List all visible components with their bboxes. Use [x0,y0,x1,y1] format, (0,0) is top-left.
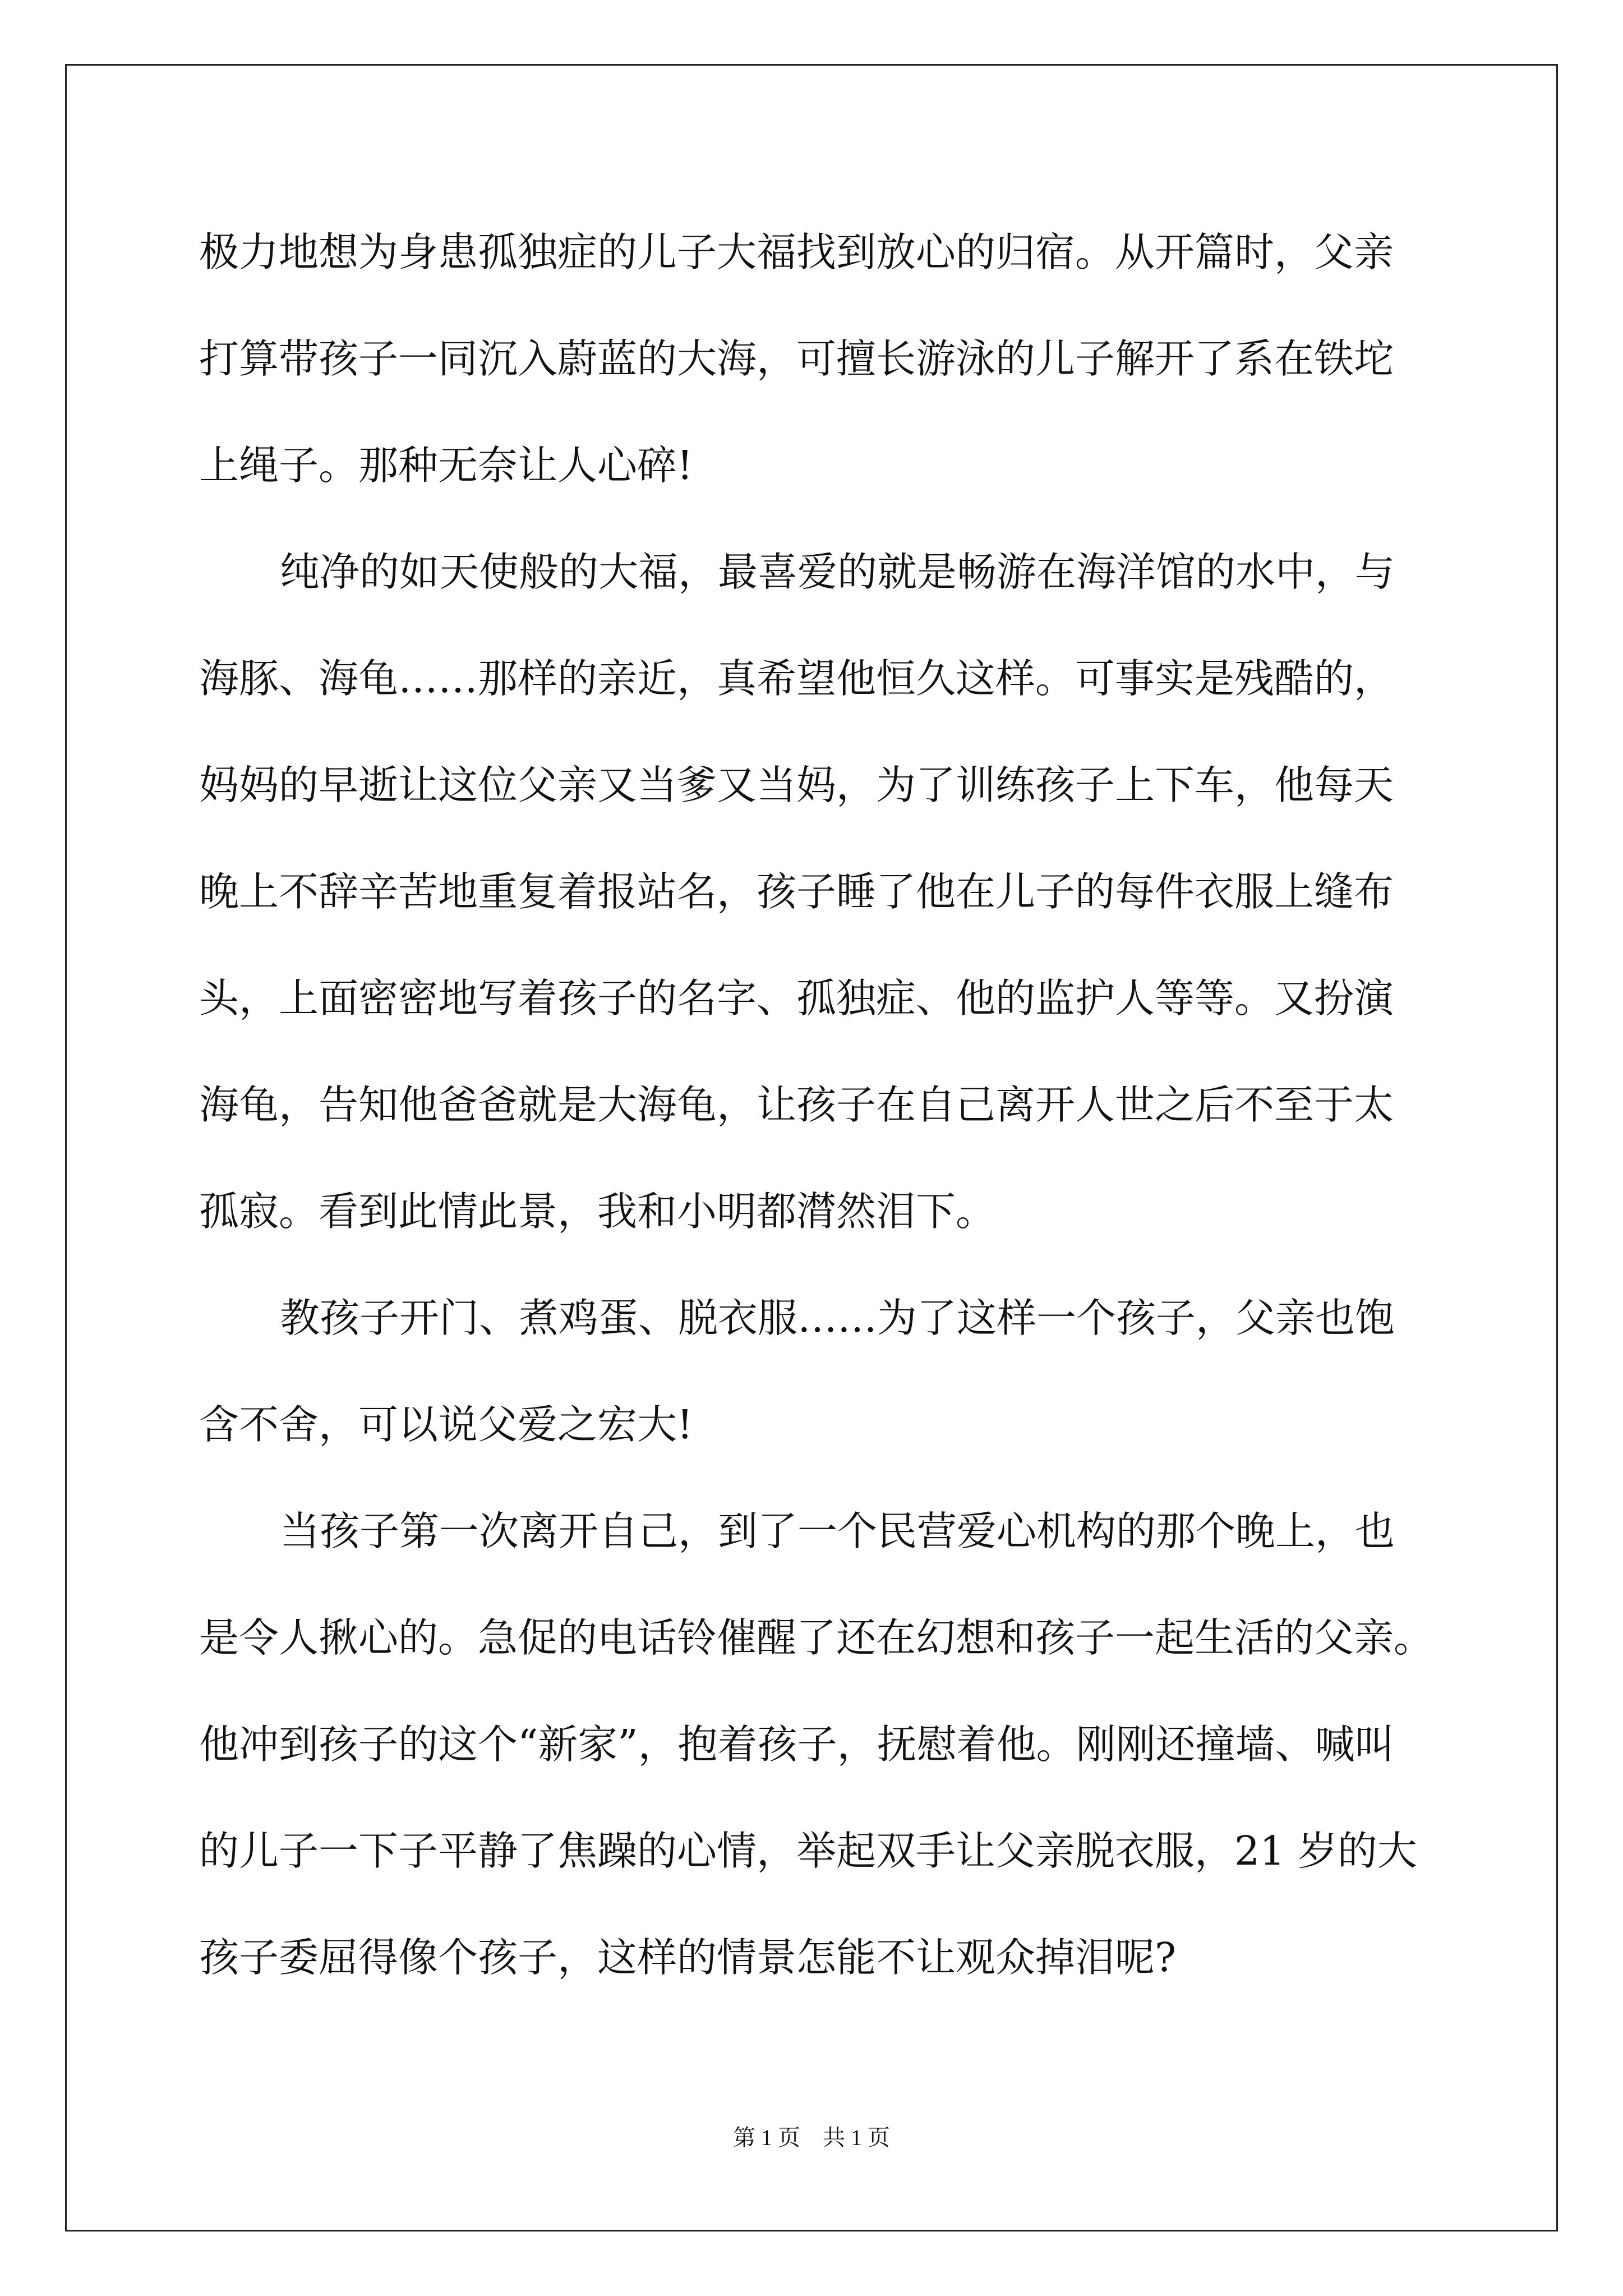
text-line: 是令人揪心的。急促的电话铃催醒了还在幻想和孩子一起生活的父亲。 [199,1614,1434,1661]
document-body [199,199,1438,2011]
text-line: 海豚、海龟……那样的亲近，真希望他恒久这样。可事实是残酷的， [199,655,1394,702]
text-line: 海龟，告知他爸爸就是大海龟，让孩子在自己离开人世之后不至于太 [199,1082,1394,1128]
paragraph-start-line: 当孩子第一次离开自己，到了一个民营爱心机构的那个晚上，也 [280,1508,1395,1554]
text-line: 上绳子。那种无奈让人心碎! [199,442,693,489]
text-line: 极力地想为身患孤独症的儿子大福找到放心的归宿。从开篇时，父亲 [199,229,1394,275]
text-line: 打算带孩子一同沉入蔚蓝的大海，可擅长游泳的儿子解开了系在铁坨 [199,335,1394,382]
text-line: 晚上不辞辛苦地重复着报站名，孩子睡了他在儿子的每件衣服上缝布 [199,868,1394,915]
page-total: 共 1 页 [823,2125,890,2150]
page-footer [0,2122,1623,2154]
page-number: 第 1 页 [733,2125,800,2150]
text-line: 孩子委屈得像个孩子，这样的情景怎能不让观众掉泪呢? [199,1934,1177,1981]
text-line: 他冲到孩子的这个“新家”，抱着孩子，抚慰着他。刚刚还撞墙、喊叫 [199,1721,1395,1768]
text-line: 妈妈的早逝让这位父亲又当爹又当妈，为了训练孩子上下车，他每天 [199,762,1394,808]
text-line: 孤寂。看到此情此景，我和小明都潸然泪下。 [199,1188,996,1235]
paragraph-start-line: 教孩子开门、煮鸡蛋、脱衣服……为了这样一个孩子，父亲也饱 [280,1295,1395,1341]
text-line: 含不舍，可以说父爱之宏大! [199,1401,693,1448]
text-line: 的儿子一下子平静了焦躁的心情，举起双手让父亲脱衣服，21 岁的大 [199,1828,1417,1874]
text-line: 头，上面密密地写着孩子的名字、孤独症、他的监护人等等。又扮演 [199,975,1394,1022]
paragraph-start-line: 纯净的如天使般的大福，最喜爱的就是畅游在海洋馆的水中，与 [280,549,1395,595]
